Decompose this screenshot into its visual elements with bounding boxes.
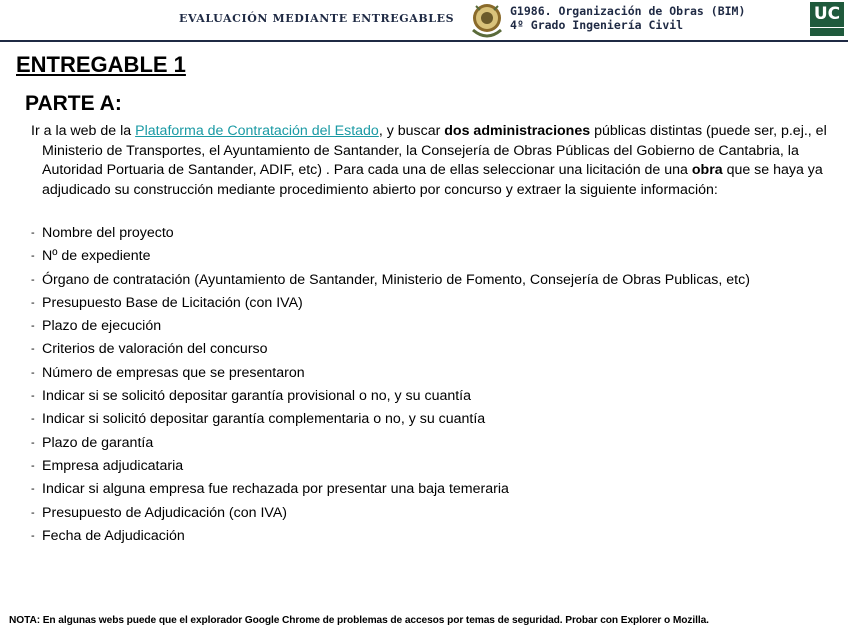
- course-code-name: G1986. Organización de Obras (BIM): [510, 4, 746, 18]
- intro-bold-obra: obra: [691, 162, 723, 178]
- list-item: - Órgano de contratación (Ayuntamiento de Santander, Ministerio de Fomento, Consejería de Obras Publicas, etc): [31, 271, 836, 290]
- course-degree: 4º Grado Ingeniería Civil: [510, 18, 684, 32]
- list-item: - Indicar si se solicitó depositar garantía provisional o no, y su cuantía: [31, 387, 836, 406]
- university-seal-icon: [470, 2, 504, 38]
- list-item: - Fecha de Adjudicación: [31, 527, 836, 546]
- uc-logo: [810, 2, 844, 36]
- header-title: EVALUACIÓN MEDIANTE ENTREGABLES: [179, 12, 455, 25]
- list-item: - Indicar si solicitó depositar garantía complementaria o no, y su cuantía: [31, 410, 836, 429]
- list-item: - Presupuesto de Adjudicación (con IVA): [31, 504, 836, 523]
- list-item: - Empresa adjudicataria: [31, 457, 836, 476]
- uc-logo-text: UC: [813, 4, 841, 24]
- intro-paragraph: [31, 122, 848, 200]
- section-heading: PARTE A:: [25, 92, 122, 115]
- page-title: ENTREGABLE 1: [16, 52, 186, 77]
- intro-prefix: Ir a la web de la: [31, 123, 136, 139]
- course-info: [510, 4, 745, 32]
- list-item: - Nº de expediente: [31, 247, 836, 266]
- uc-logo-underline: [810, 27, 844, 33]
- list-item: - Plazo de ejecución: [31, 317, 836, 336]
- intro-text3: que se haya ya adjudicado su construcción mediante procedimiento abierto por concurso y extraer la siguiente información:: [42, 162, 823, 198]
- intro-middle: , y buscar: [378, 123, 445, 139]
- list-item: - Presupuesto Base de Licitación (con IVA): [31, 294, 836, 313]
- list-item: - Criterios de valoración del concurso: [31, 340, 836, 359]
- list-item: - Número de empresas que se presentaron: [31, 364, 836, 383]
- list-item: - Nombre del proyecto: [31, 224, 836, 243]
- list-item: - Indicar si alguna empresa fue rechazada por presentar una baja temeraria: [31, 480, 836, 499]
- intro-bold-administraciones: dos administraciones: [444, 123, 591, 139]
- header-divider: [0, 40, 848, 42]
- list-item: - Plazo de garantía: [31, 434, 836, 453]
- page-header: [0, 0, 848, 40]
- info-list: [31, 224, 836, 550]
- plataforma-contratacion-link[interactable]: Plataforma de Contratación del Estado: [135, 123, 379, 139]
- intro-text2: públicas distintas (puede ser, p.ej., el Ministerio de Transportes, el Ayuntamiento de Santander, la Consejería de Obras Públicas del Gobierno de Cantabria, la Autoridad Portuaria de Santander, ADIF, etc) . Para cada una de ellas seleccionar una licitación de una: [42, 123, 827, 178]
- footer-note: NOTA: En algunas webs puede que el explorador Google Chrome de problemas de accesos por temas de seguridad. Probar con Explorer o Mozilla.: [9, 615, 709, 626]
